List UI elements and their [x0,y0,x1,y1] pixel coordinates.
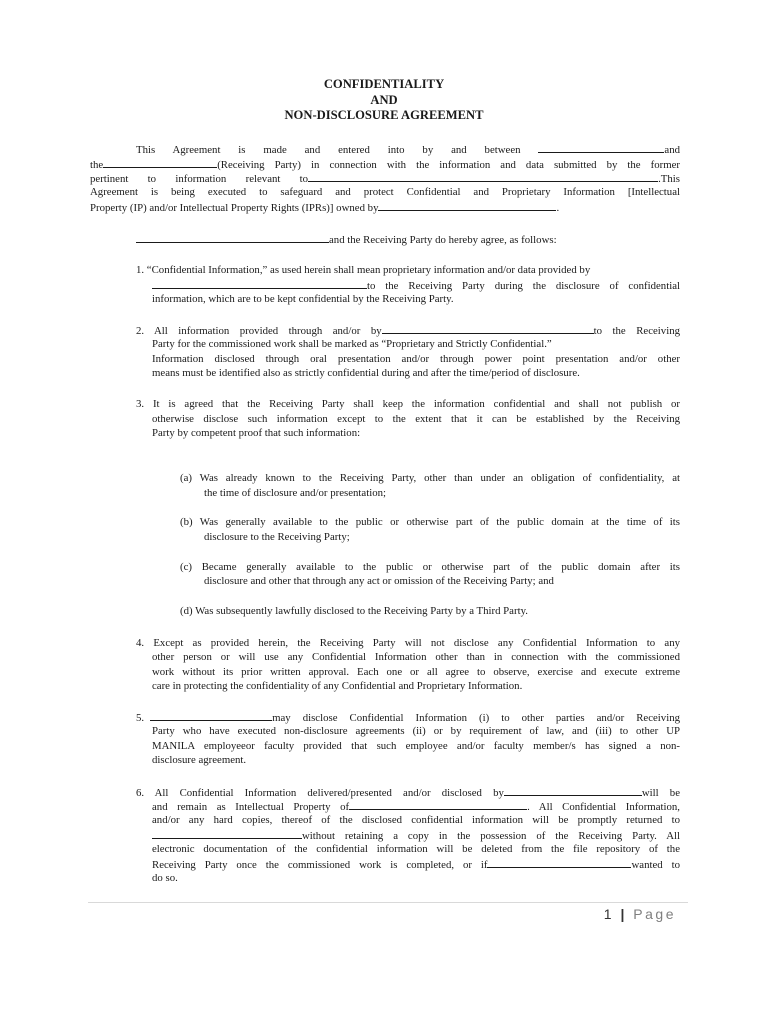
clause-5-line-4: disclosure agreement. [152,754,247,766]
page-number: 1 [603,906,615,922]
clause-2-line-2: Party for the commissioned work shall be marked as “Proprietary and Strictly Confidential.” [152,338,552,350]
blank-owner [378,200,556,211]
clause-2-line-1 [136,323,680,338]
intro-text: .This [658,173,680,185]
footer-separator: | [620,906,627,922]
blank-ip-owner [349,799,527,810]
clause-1-line-2 [152,278,680,293]
clause-text: will be [641,787,680,799]
intro-text: the [90,159,104,171]
intro-line-4: Agreement is being executed to safeguard and protect Confidential and Proprietary Information [Intellectual [90,186,680,198]
blank-information [308,171,658,182]
clause-5-line-3: MANILA employeeor faculty provided that such employee and/or faculty member/s has signed a non- [152,740,680,752]
intro-text: Property (IP) and/or Intellectual Property Rights (IPRs)] owned by [90,202,379,214]
page-label: Page [633,906,676,922]
clause-3b-line-2: disclosure to the Receiving Party; [204,531,350,543]
intro-text: (Receiving Party) in connection with the information and data submitted by the former [217,159,680,171]
intro-text: This Agreement is made and entered into by and between [136,144,521,156]
clause-text: to the Receiving Party during the disclosure of confidential [367,280,680,292]
clause-text: may disclose Confidential Information (i) to other parties and/or Receiving [272,712,680,724]
clause-3-line-3: Party by competent proof that such information: [152,427,361,439]
title-line-1: CONFIDENTIALITY [323,77,445,91]
clause-text: 2. All information provided through and/or by [136,325,382,337]
intro-line-1 [136,142,680,157]
blank-disclosed-by [504,785,642,796]
agree-line [136,232,557,247]
clause-text: 6. All Confidential Information delivered/presented and/or disclosed by [136,787,504,799]
clause-3-line-1: 3. It is agreed that the Receiving Party shall keep the information confidential and shall not publish or [136,398,680,410]
title-line-2: AND [370,93,398,107]
intro-text: . [556,202,560,214]
clause-text: to the Receiving [593,325,680,337]
clause-4-line-3: work without its prior written approval. Each one or all agree to observe, exercise and execute extreme [152,666,680,678]
clause-6-line-2 [152,799,680,814]
clause-text: and remain as Intellectual Property of [152,801,350,813]
clause-3a-line-1: (a) Was already known to the Receiving Party, other than under an obligation of confidentiality, at [180,472,680,484]
clause-5-line-2: Party who have executed non-disclosure agreements (ii) or by requirement of law, and (iii) to other UP [152,725,680,737]
clause-3b-line-1: (b) Was generally available to the public or otherwise part of the public domain at the time of its [180,516,680,528]
clause-2-line-4: means must be identified also as strictly confidential during and after the time/period of disclosure. [152,367,580,379]
clause-text: wanted to [631,859,680,871]
clause-6-line-4 [152,828,680,843]
blank-wanted-by [487,857,631,868]
clause-4-line-4: care in protecting the confidentiality of any Confidential and Proprietary Information. [152,680,523,692]
clause-4-line-1: 4. Except as provided herein, the Receiving Party will not disclose any Confidential Information to any [136,637,680,649]
blank-provider [152,278,367,289]
page-footer [604,905,676,923]
clause-6-line-3: and/or any hard copies, thereof of the disclosed confidential information will be promptly returned to [152,814,680,826]
clause-6-line-6 [152,857,680,872]
blank-party-1 [538,142,664,153]
clause-4-line-2: other person or will use any Confidential Information other than in connection with the commissioned [152,651,680,663]
clause-text: 5. [136,712,145,724]
clause-3c-line-2: disclosure and other that through any act or omission of the Receiving Party; and [204,575,554,587]
clause-3-line-2: otherwise disclose such information except to the extent that it can be established by the Receiving [152,413,680,425]
clause-6-line-1 [136,785,680,800]
blank-provided-by [382,323,594,334]
clause-text: without retaining a copy in the possession of the Receiving Party. All [302,830,680,842]
blank-return-to [152,828,302,839]
clause-text: Receiving Party once the commissioned work is completed, or if [152,859,488,871]
clause-3d-line-1: (d) Was subsequently lawfully disclosed to the Receiving Party by a Third Party. [180,605,528,617]
clause-2-line-3: Information disclosed through oral presentation and/or through power point presentation and/or other [152,353,680,365]
clause-1-line-3: information, which are to be kept confidential by the Receiving Party. [152,293,454,305]
clause-3c-line-1: (c) Became generally available to the public or otherwise part of the public domain after its [180,561,680,573]
clause-3a-line-2: the time of disclosure and/or presentation; [204,487,386,499]
agree-text: and the Receiving Party do hereby agree, as follows: [329,234,557,246]
blank-party-2 [103,157,217,168]
clause-5-line-1 [136,710,680,725]
intro-text: and [664,144,680,156]
intro-line-3 [90,171,680,186]
clause-text: . All Confidential Information, [527,801,680,813]
clause-6-line-5: electronic documentation of the confidential information will be deleted from the file repository of the [152,843,680,855]
blank-disclosing-party [136,232,329,243]
intro-line-5 [90,200,559,215]
clause-6-line-7: do so. [152,872,178,884]
intro-line-2 [90,157,680,172]
title-line-3: NON-DISCLOSURE AGREEMENT [284,108,484,122]
blank-disclosing-entity [150,710,272,721]
clause-1-line-1: 1. “Confidential Information,” as used herein shall mean proprietary information and/or data provided by [136,264,591,276]
footer-divider [88,902,688,903]
intro-text: pertinent to information relevant to [90,173,309,185]
